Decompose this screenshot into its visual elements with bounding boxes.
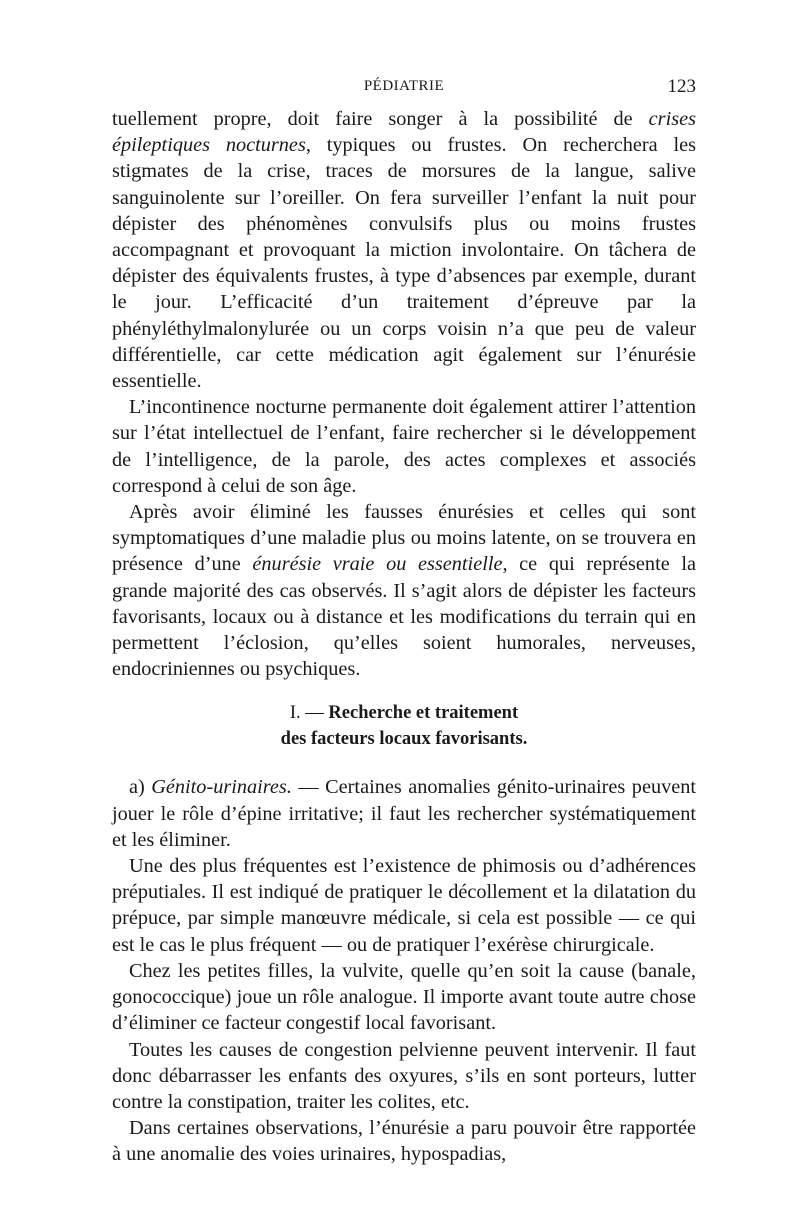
italic-text: crises épileptiques nocturnes [112,108,696,157]
text-run: , ce qui représente la grande majorité des cas observés. Il s’agit alors de dépister les facteurs favorisants, locaux ou à distance et les modifications du terrain qui en permettent l’éclosion, qu’elles soient humorales, nerveuses, endocriniennes ou psychiques. [112,553,696,681]
section-title-part-1: Recherche et traitement [328,703,519,724]
page-number: 123 [667,76,696,97]
paragraph [112,1115,696,1167]
paragraph [112,1037,696,1116]
text-run: a) [129,776,152,799]
section-heading-line-1 [112,700,696,726]
body-text-before-heading [112,106,696,682]
book-page [112,70,696,1168]
italic-text: Génito-urinaires. [151,776,292,799]
text-run: Après avoir éliminé les fausses énurésies et celles qui sont symptomatiques d’une maladie plus ou moins latente, on se trouvera en présence d’une [112,501,696,576]
paragraph [112,774,696,853]
text-run: Chez les petites filles, la vulvite, quelle qu’en soit la cause (banale, gonococcique) joue un rôle analogue. Il importe avant toute autre chose d’éliminer ce facteur congestif local favorisant. [112,959,696,1035]
section-heading [112,700,696,752]
paragraph [112,853,696,958]
paragraph [112,394,696,499]
paragraph [112,958,696,1037]
section-number: I. — [289,703,324,724]
text-run: Toutes les causes de congestion pelvienne peuvent intervenir. Il faut donc débarrasser les enfants des oxyures, s’ils en sont porteurs, lutter contre la constipation, traiter les colites, etc. [112,1038,696,1113]
section-heading-line-2: des facteurs locaux favorisants. [280,729,528,750]
paragraph [112,106,696,394]
text-run: Dans certaines observations, l’énurésie a paru pouvoir être rapportée à une anomalie des voies urinaires, hypospadias, [112,1117,696,1166]
paragraph [112,499,696,682]
running-title: PÉDIATRIE [363,78,445,94]
italic-text: énurésie vraie ou essentielle [252,553,503,576]
text-run: Une des plus fréquentes est l’existence de phimosis ou d’adhérences préputiales. Il est indiqué de pratiquer le décollement et la dilatation du prépuce, par simple manœuvre médicale, si cela est possible — ce qui est le cas le plus fréquent — ou de pratiquer l’exérèse chirurgicale. [112,855,696,956]
body-text-after-heading [112,774,696,1167]
text-run: — Certaines anomalies génito-urinaires peuvent jouer le rôle d’épine irritative; il faut les rechercher systématiquement et les éliminer. [112,776,696,851]
text-run: L’incontinence nocturne permanente doit également attirer l’attention sur l’état intellectuel de l’enfant, faire rechercher si le développement de l’intelligence, de la parole, des actes complexes et associés correspond à celui de son âge. [112,396,696,497]
running-head [112,70,696,106]
text-run: tuellement propre, doit faire songer à la possibilité de [112,108,649,130]
text-run: , typiques ou frustes. On recherchera les stigmates de la crise, traces de morsures de la langue, salive sanguinolente sur l’oreiller. On fera surveiller l’enfant la nuit pour dépister des phénomènes convulsifs plus ou moins frustes accompagnant et provoquant la miction involontaire. On tâchera de dépister des équivalents frustes, à type d’absences par exemple, durant le jour. L’efficacité d’un traitement d’épreuve par la phényléthylmalonylurée ou un corps voisin n’a que peu de valeur différentielle, car cette médication agit également sur l’énurésie essentielle. [112,134,697,393]
